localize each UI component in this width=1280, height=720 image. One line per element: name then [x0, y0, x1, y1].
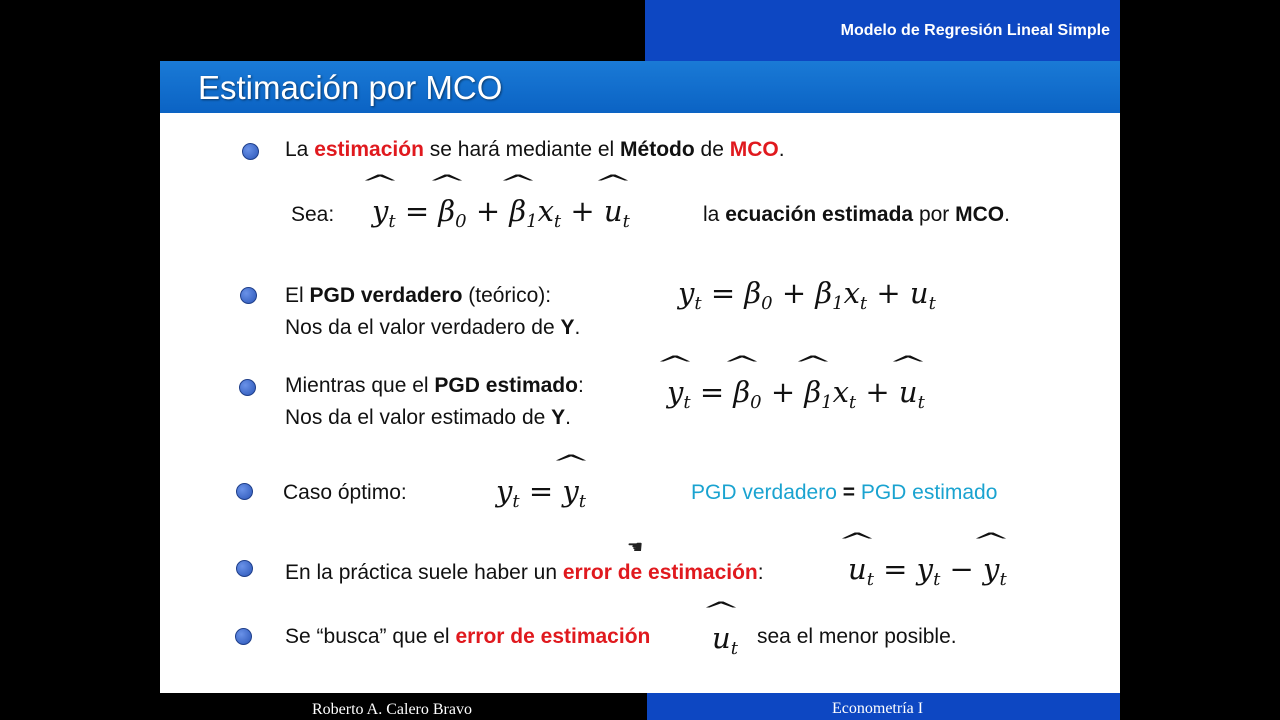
header-title: Modelo de Regresión Lineal Simple	[840, 22, 1110, 39]
bullet-6-text-b: sea el menor posible.	[757, 625, 957, 648]
bullet-2-line-1: El PGD verdadero (teórico):	[285, 284, 552, 307]
sea-label: Sea:	[291, 203, 335, 226]
estimated-equation: y $\^{}_t = \beta$ $\^{}_0 + \beta$ $\^{}_1x_t + u$ $\^{}_t$	[372, 194, 630, 232]
bullet-2-line-2: Nos da el valor verdadero de Y.	[285, 316, 581, 339]
bullet-icon	[239, 379, 256, 396]
bullet-1-text: La estimación se hará mediante el Método de MCO.	[285, 138, 785, 161]
bullet-3-line-1: Mientras que el PGD estimado:	[285, 374, 584, 397]
estimated-pgd-equation: y $\^{}_t = \beta$ $\^{}_0 + \beta$ $\^{}_1x_t + u$ $\^{}_t$	[667, 375, 925, 413]
header-band	[645, 0, 1120, 61]
bullet-icon	[235, 628, 252, 645]
slide-title-bar	[160, 61, 1120, 113]
bullet-6-text-a: Se “busca” que el error de estimación	[285, 625, 651, 648]
footer-left	[160, 693, 647, 720]
footer-course: Econometría I	[832, 700, 924, 717]
bullet-icon	[242, 143, 259, 160]
optimal-case-note: PGD verdadero = PGD estimado	[691, 481, 998, 504]
footer-author: Roberto A. Calero Bravo	[312, 701, 472, 718]
footer-right	[647, 693, 1120, 720]
bullet-icon	[240, 287, 257, 304]
bullet-icon	[236, 560, 253, 577]
bullet-icon	[236, 483, 253, 500]
optimal-case-equation: $y_t = y$ $\^{}_t$	[496, 474, 586, 512]
bullet-5-text: En la práctica suele haber un error de estimación:	[285, 561, 764, 584]
hand-cursor-icon: ☚	[627, 537, 644, 557]
slide-title: Estimación por MCO	[198, 69, 503, 106]
sea-description: la ecuación estimada por MCO.	[703, 203, 1010, 226]
slide	[160, 61, 1120, 693]
bullet-3-line-2: Nos da el valor estimado de Y.	[285, 406, 571, 429]
true-pgd-equation: $y_t = \beta_0 + \beta_1x_t + u_t$	[678, 276, 936, 314]
bullet-4-label: Caso óptimo:	[283, 481, 407, 504]
error-symbol: u $\^{}_t$	[712, 621, 738, 659]
error-equation: u $\^{}_t = y_t - y$ $\^{}_t$	[848, 552, 1007, 590]
